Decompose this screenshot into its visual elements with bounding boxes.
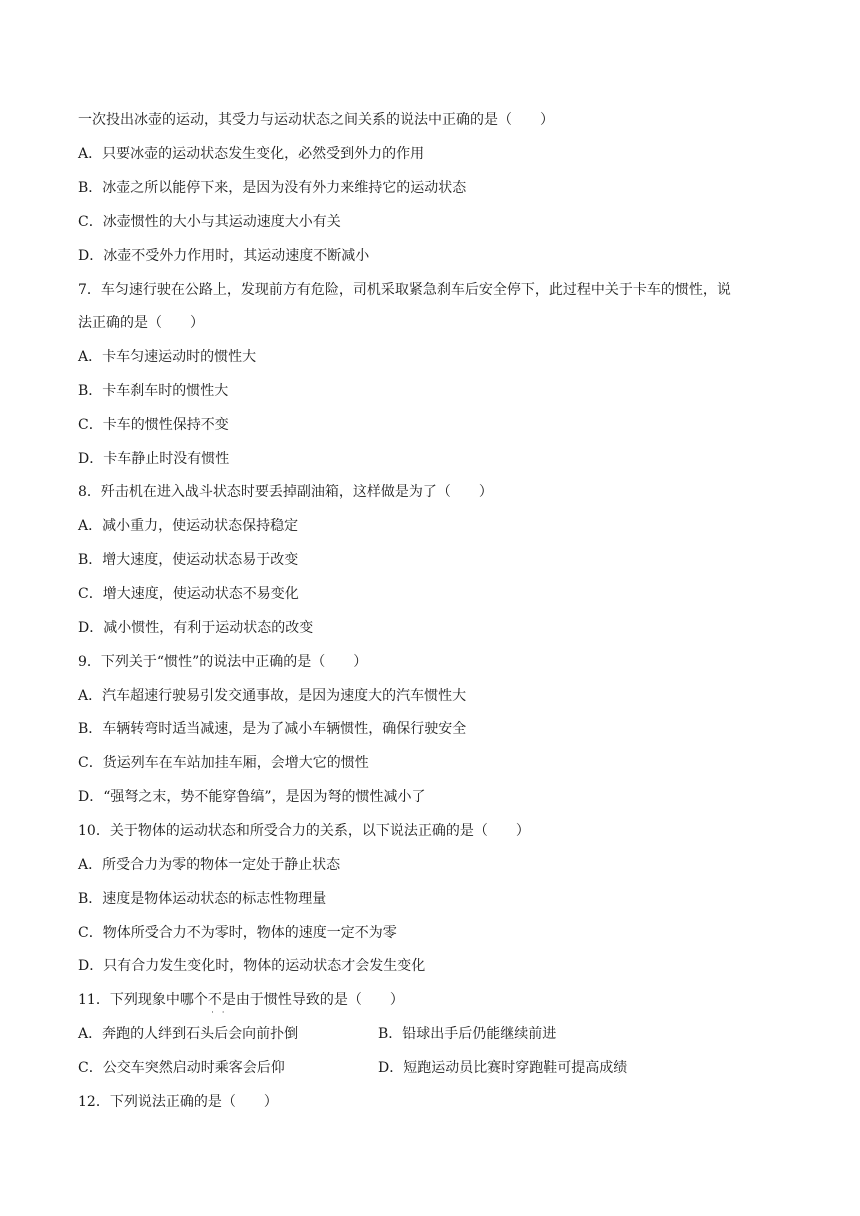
q11-option-c: C．公交车突然启动时乘客会后仰	[78, 1060, 285, 1076]
q7-option-c: C．卡车的惯性保持不变	[78, 417, 229, 433]
q7-stem-line1: 7．车匀速行驶在公路上，发现前方有危险，司机采取紧急刹车后安全停下，此过程中关于卡车的惯性，说	[78, 282, 731, 298]
q6-stem: 一次投出冰壶的运动，其受力与运动状态之间关系的说法中正确的是（ ）	[78, 112, 554, 128]
q8-option-b: B．增大速度，使运动状态易于改变	[78, 552, 299, 568]
q6-option-d: D．冰壶不受外力作用时，其运动速度不断减小	[78, 248, 370, 264]
q9-option-d: D．“强弩之末，势不能穿鲁缟”，是因为弩的惯性减小了	[78, 789, 426, 805]
q6-option-b: B．冰壶之所以能停下来，是因为没有外力来维持它的运动状态	[78, 180, 467, 196]
q11-stem-prefix: 11．下列现象中哪个	[78, 992, 208, 1008]
q10-option-c: C．物体所受合力不为零时，物体的速度一定不为零	[78, 925, 397, 941]
emphasis-dots: ··	[211, 1008, 233, 1017]
q10-option-a: A．所受合力为零的物体一定处于静止状态	[78, 857, 341, 873]
q11-option-d: D．短跑运动员比赛时穿跑鞋可提高成绩	[378, 1060, 628, 1076]
q9-stem: 9．下列关于“惯性”的说法中正确的是（ ）	[78, 654, 368, 670]
q8-stem: 8．歼击机在进入战斗状态时要丢掉副油箱，这样做是为了（ ）	[78, 484, 493, 500]
q11-option-a: A．奔跑的人绊到石头后会向前扑倒	[78, 1026, 299, 1042]
q11-emphasis-text: 不是	[207, 992, 236, 1008]
q7-option-a: A．卡车匀速运动时的惯性大	[78, 349, 257, 365]
q8-option-a: A．减小重力，使运动状态保持稳定	[78, 518, 299, 534]
q10-option-b: B．速度是物体运动状态的标志性物理量	[78, 891, 327, 907]
q9-option-a: A．汽车超速行驶易引发交通事故，是因为速度大的汽车惯性大	[78, 688, 467, 704]
q11-stem-suffix: 由于惯性导致的是（ ）	[235, 992, 404, 1008]
q9-option-c: C．货运列车在车站加挂车厢，会增大它的惯性	[78, 755, 369, 771]
q8-option-c: C．增大速度，使运动状态不易变化	[78, 586, 299, 602]
q10-stem: 10．关于物体的运动状态和所受合力的关系，以下说法正确的是（ ）	[78, 823, 530, 839]
q6-option-c: C．冰壶惯性的大小与其运动速度大小有关	[78, 214, 341, 230]
q11-option-b: B．铅球出手后仍能继续前进	[378, 1026, 557, 1042]
q11-options-row1	[78, 1024, 798, 1044]
q10-option-d: D．只有合力发生变化时，物体的运动状态才会发生变化	[78, 958, 426, 974]
q12-stem: 12．下列说法正确的是（ ）	[78, 1094, 278, 1110]
q9-option-b: B．车辆转弯时适当减速，是为了减小车辆惯性，确保行驶安全	[78, 721, 467, 737]
q11-stem	[78, 990, 798, 1017]
q6-option-a: A．只要冰壶的运动状态发生变化，必然受到外力的作用	[78, 146, 425, 162]
q11-options-row2	[78, 1058, 798, 1078]
q7-option-b: B．卡车刹车时的惯性大	[78, 383, 229, 399]
q8-option-d: D．减小惯性，有利于运动状态的改变	[78, 620, 314, 636]
q7-stem-line2: 法正确的是（ ）	[78, 315, 204, 331]
q11-emphasis	[207, 990, 236, 1017]
q7-option-d: D．卡车静止时没有惯性	[78, 451, 230, 467]
